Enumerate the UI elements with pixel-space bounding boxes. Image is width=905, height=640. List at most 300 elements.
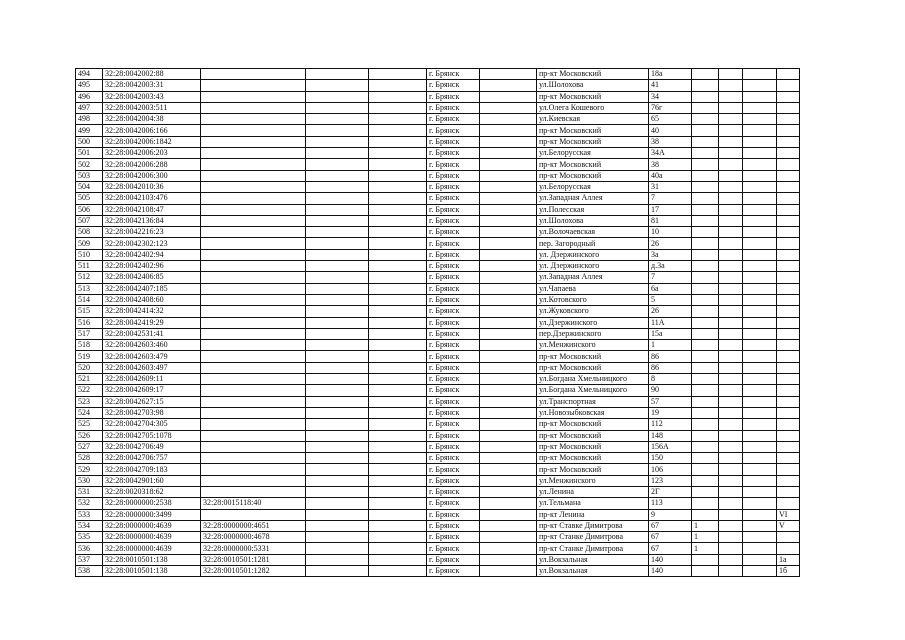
- cell-col7: [480, 249, 537, 260]
- cell-house: 19: [649, 407, 692, 418]
- cell-cadastral-number: 32:28:0042705:1078: [103, 430, 201, 441]
- cell-col5: [369, 272, 427, 283]
- cell-house: 15а: [649, 328, 692, 339]
- cell-col4: [306, 441, 369, 452]
- cell-col5: [369, 498, 427, 509]
- cell-street: пер.Дзержинского: [537, 328, 649, 339]
- cell-col10: [692, 362, 719, 373]
- cell-cadastral-number: 32:28:0042419:29: [103, 317, 201, 328]
- cell-col10: [692, 486, 719, 497]
- cell-col7: [480, 215, 537, 226]
- cell-no: 524: [76, 407, 103, 418]
- cell-col13: [777, 396, 800, 407]
- cell-col7: [480, 170, 537, 181]
- cell-house: 8: [649, 374, 692, 385]
- cell-col12: [743, 181, 777, 192]
- cell-col4: [306, 532, 369, 543]
- cell-house: 40: [649, 125, 692, 136]
- cell-parent-cadastral-number: [201, 136, 306, 147]
- cell-col7: [480, 351, 537, 362]
- cell-col7: [480, 317, 537, 328]
- cell-street: ул.Вокзальная: [537, 554, 649, 565]
- cell-col11: [719, 193, 743, 204]
- cell-col13: [777, 238, 800, 249]
- cell-street: пр-кт Ставке Димитрова: [537, 520, 649, 531]
- cell-col5: [369, 509, 427, 520]
- cell-parent-cadastral-number: [201, 215, 306, 226]
- cell-col11: [719, 419, 743, 430]
- cell-col10: [692, 340, 719, 351]
- cell-city: г. Брянск: [427, 136, 480, 147]
- table-row: [76, 475, 800, 486]
- table-row: [76, 374, 800, 385]
- cell-cadastral-number: 32:28:0000000:2538: [103, 498, 201, 509]
- cell-col5: [369, 102, 427, 113]
- cell-parent-cadastral-number: [201, 362, 306, 373]
- cell-col12: [743, 102, 777, 113]
- cell-col5: [369, 362, 427, 373]
- cell-col10: [692, 430, 719, 441]
- cell-col13: [777, 374, 800, 385]
- cell-street: пр-кт Московский: [537, 453, 649, 464]
- cell-col10: [692, 317, 719, 328]
- cell-parent-cadastral-number: [201, 396, 306, 407]
- cell-col12: [743, 215, 777, 226]
- cell-col7: [480, 306, 537, 317]
- cell-col7: [480, 91, 537, 102]
- table-row: [76, 125, 800, 136]
- cell-col11: [719, 102, 743, 113]
- cell-cadastral-number: 32:28:0042706:757: [103, 453, 201, 464]
- cell-col5: [369, 396, 427, 407]
- cell-parent-cadastral-number: [201, 294, 306, 305]
- cell-col12: [743, 566, 777, 577]
- cell-col13: [777, 306, 800, 317]
- cell-col4: [306, 351, 369, 362]
- cell-col12: [743, 249, 777, 260]
- cell-city: г. Брянск: [427, 317, 480, 328]
- cell-cadastral-number: 32:28:0042609:17: [103, 385, 201, 396]
- cell-no: 536: [76, 543, 103, 554]
- cell-col10: [692, 91, 719, 102]
- cell-col5: [369, 204, 427, 215]
- cell-col12: [743, 486, 777, 497]
- cell-col5: [369, 91, 427, 102]
- cell-city: г. Брянск: [427, 475, 480, 486]
- cell-col10: [692, 419, 719, 430]
- table-row: [76, 170, 800, 181]
- cell-col7: [480, 136, 537, 147]
- cell-col12: [743, 554, 777, 565]
- cell-col11: [719, 204, 743, 215]
- cell-cadastral-number: 32:28:0010501:138: [103, 554, 201, 565]
- cell-col10: [692, 306, 719, 317]
- cell-col13: [777, 80, 800, 91]
- cell-col10: [692, 69, 719, 80]
- cell-col10: [692, 566, 719, 577]
- cell-house: 90: [649, 385, 692, 396]
- cell-street: ул.Чапаева: [537, 283, 649, 294]
- cell-col11: [719, 215, 743, 226]
- cell-col4: [306, 125, 369, 136]
- cell-city: г. Брянск: [427, 148, 480, 159]
- cell-col10: [692, 453, 719, 464]
- cell-col5: [369, 475, 427, 486]
- cell-parent-cadastral-number: [201, 306, 306, 317]
- cell-col13: [777, 170, 800, 181]
- cell-house: 11А: [649, 317, 692, 328]
- cell-col5: [369, 317, 427, 328]
- cell-no: 509: [76, 238, 103, 249]
- cell-col10: [692, 193, 719, 204]
- cell-cadastral-number: 32:28:0042408:60: [103, 294, 201, 305]
- cell-street: ул.Транспортная: [537, 396, 649, 407]
- cell-city: г. Брянск: [427, 362, 480, 373]
- cell-house: 31: [649, 181, 692, 192]
- cell-col5: [369, 249, 427, 260]
- cell-parent-cadastral-number: [201, 441, 306, 452]
- cell-col5: [369, 351, 427, 362]
- table-row: [76, 136, 800, 147]
- cell-city: г. Брянск: [427, 80, 480, 91]
- cell-col7: [480, 543, 537, 554]
- cell-col7: [480, 532, 537, 543]
- cell-col11: [719, 91, 743, 102]
- cell-city: г. Брянск: [427, 453, 480, 464]
- cell-col5: [369, 374, 427, 385]
- cell-col7: [480, 69, 537, 80]
- cell-col12: [743, 385, 777, 396]
- cell-col5: [369, 385, 427, 396]
- cell-street: пр-кт Московский: [537, 136, 649, 147]
- cell-parent-cadastral-number: [201, 227, 306, 238]
- cell-col4: [306, 249, 369, 260]
- cell-col7: [480, 430, 537, 441]
- cell-col12: [743, 80, 777, 91]
- cell-city: г. Брянск: [427, 441, 480, 452]
- cell-city: г. Брянск: [427, 204, 480, 215]
- table-row: [76, 498, 800, 509]
- cell-house: 34: [649, 91, 692, 102]
- cell-city: г. Брянск: [427, 396, 480, 407]
- cell-col7: [480, 374, 537, 385]
- cell-col7: [480, 554, 537, 565]
- cell-col10: [692, 80, 719, 91]
- cell-col10: [692, 204, 719, 215]
- cell-col10: [692, 464, 719, 475]
- cell-col12: [743, 159, 777, 170]
- cell-col4: [306, 204, 369, 215]
- cell-col13: [777, 261, 800, 272]
- cell-cadastral-number: 32:28:0000000:3499: [103, 509, 201, 520]
- cell-col5: [369, 486, 427, 497]
- cell-street: ул.Жуковского: [537, 306, 649, 317]
- cell-col4: [306, 419, 369, 430]
- cell-no: 525: [76, 419, 103, 430]
- cell-col11: [719, 554, 743, 565]
- cell-col5: [369, 407, 427, 418]
- cell-street: пр-кт Московский: [537, 441, 649, 452]
- cell-col13: [777, 215, 800, 226]
- cell-col11: [719, 159, 743, 170]
- cell-city: г. Брянск: [427, 114, 480, 125]
- cell-no: 503: [76, 170, 103, 181]
- cell-cadastral-number: 32:28:0042603:479: [103, 351, 201, 362]
- cell-street: ул. Дзержинского: [537, 249, 649, 260]
- cell-no: 514: [76, 294, 103, 305]
- cell-col5: [369, 419, 427, 430]
- cell-parent-cadastral-number: [201, 486, 306, 497]
- cell-col7: [480, 181, 537, 192]
- cell-col11: [719, 374, 743, 385]
- cell-col12: [743, 351, 777, 362]
- cell-col10: [692, 272, 719, 283]
- cell-col13: [777, 102, 800, 113]
- cell-col11: [719, 283, 743, 294]
- cell-city: г. Брянск: [427, 385, 480, 396]
- cell-house: 81: [649, 215, 692, 226]
- cell-col4: [306, 374, 369, 385]
- cell-col10: [692, 136, 719, 147]
- cell-city: г. Брянск: [427, 374, 480, 385]
- cell-city: г. Брянск: [427, 306, 480, 317]
- cell-house: 3а: [649, 249, 692, 260]
- cell-col7: [480, 498, 537, 509]
- cell-no: 499: [76, 125, 103, 136]
- cell-no: 513: [76, 283, 103, 294]
- cell-col13: [777, 498, 800, 509]
- cell-street: ул.Белорусская: [537, 148, 649, 159]
- cell-col12: [743, 272, 777, 283]
- cell-col7: [480, 340, 537, 351]
- cell-col7: [480, 294, 537, 305]
- cell-col7: [480, 486, 537, 497]
- cell-col12: [743, 453, 777, 464]
- cell-street: ул. Дзержинского: [537, 261, 649, 272]
- cell-col10: 1: [692, 532, 719, 543]
- cell-street: ул.Котовского: [537, 294, 649, 305]
- cell-street: ул.Богдана Хмельницкого: [537, 374, 649, 385]
- cell-col4: [306, 283, 369, 294]
- cell-street: ул.Менжинского: [537, 475, 649, 486]
- cell-col4: [306, 159, 369, 170]
- cell-col5: [369, 114, 427, 125]
- cell-street: пр-кт Станке Димитрова: [537, 532, 649, 543]
- cell-city: г. Брянск: [427, 520, 480, 531]
- cell-col4: [306, 509, 369, 520]
- cell-col13: [777, 407, 800, 418]
- cell-cadastral-number: 32:28:0042703:98: [103, 407, 201, 418]
- cell-house: 38: [649, 136, 692, 147]
- cell-city: г. Брянск: [427, 272, 480, 283]
- cell-cadastral-number: 32:28:0042603:497: [103, 362, 201, 373]
- cell-no: 520: [76, 362, 103, 373]
- cell-col12: [743, 136, 777, 147]
- cell-no: 534: [76, 520, 103, 531]
- cell-street: ул.Белорусская: [537, 181, 649, 192]
- cell-city: г. Брянск: [427, 193, 480, 204]
- cell-cadastral-number: 32:28:0042302:123: [103, 238, 201, 249]
- cell-street: пр-кт Московский: [537, 362, 649, 373]
- cell-city: г. Брянск: [427, 566, 480, 577]
- cell-parent-cadastral-number: [201, 351, 306, 362]
- cell-col10: [692, 283, 719, 294]
- cell-col12: [743, 498, 777, 509]
- cell-col13: [777, 136, 800, 147]
- cell-col10: 1: [692, 520, 719, 531]
- cell-col4: [306, 486, 369, 497]
- cell-col7: [480, 193, 537, 204]
- cell-col5: [369, 283, 427, 294]
- table-row: [76, 317, 800, 328]
- cell-street: ул.Полесская: [537, 204, 649, 215]
- table-row: [76, 215, 800, 226]
- cell-col13: [777, 114, 800, 125]
- cell-col13: 1а: [777, 554, 800, 565]
- cell-col4: [306, 69, 369, 80]
- registry-table-body: [76, 69, 800, 577]
- cell-house: 9: [649, 509, 692, 520]
- cell-no: 518: [76, 340, 103, 351]
- cell-cadastral-number: 32:28:0020318:62: [103, 486, 201, 497]
- cell-cadastral-number: 32:28:0042414:32: [103, 306, 201, 317]
- cell-house: 38: [649, 159, 692, 170]
- cell-col11: [719, 362, 743, 373]
- cell-city: г. Брянск: [427, 227, 480, 238]
- cell-col4: [306, 317, 369, 328]
- cell-col13: VI: [777, 509, 800, 520]
- cell-col12: [743, 317, 777, 328]
- cell-street: ул.Вокзальная: [537, 566, 649, 577]
- registry-table: [75, 68, 800, 577]
- cell-col13: [777, 125, 800, 136]
- cell-city: г. Брянск: [427, 125, 480, 136]
- cell-col12: [743, 464, 777, 475]
- cell-col12: [743, 362, 777, 373]
- cell-col12: [743, 509, 777, 520]
- table-row: [76, 486, 800, 497]
- cell-cadastral-number: 32:28:0042010:36: [103, 181, 201, 192]
- cell-cadastral-number: 32:28:0042709:183: [103, 464, 201, 475]
- table-row: [76, 453, 800, 464]
- cell-col10: [692, 261, 719, 272]
- cell-col4: [306, 407, 369, 418]
- cell-col11: [719, 272, 743, 283]
- cell-cadastral-number: 32:28:0042108:47: [103, 204, 201, 215]
- cell-city: г. Брянск: [427, 215, 480, 226]
- cell-col7: [480, 238, 537, 249]
- table-row: [76, 261, 800, 272]
- cell-col10: [692, 238, 719, 249]
- cell-street: пер. Загородный: [537, 238, 649, 249]
- cell-city: г. Брянск: [427, 261, 480, 272]
- cell-col7: [480, 125, 537, 136]
- cell-cadastral-number: 32:28:0010501:138: [103, 566, 201, 577]
- cell-col13: [777, 385, 800, 396]
- cell-col5: [369, 294, 427, 305]
- cell-col12: [743, 419, 777, 430]
- cell-col5: [369, 148, 427, 159]
- cell-parent-cadastral-number: [201, 80, 306, 91]
- cell-cadastral-number: 32:28:0042407:185: [103, 283, 201, 294]
- cell-col13: [777, 441, 800, 452]
- cell-street: пр-кт Московский: [537, 159, 649, 170]
- cell-col4: [306, 170, 369, 181]
- cell-no: 515: [76, 306, 103, 317]
- cell-no: 533: [76, 509, 103, 520]
- cell-parent-cadastral-number: 32:28:0010501:1281: [201, 554, 306, 565]
- cell-col5: [369, 261, 427, 272]
- cell-col4: [306, 102, 369, 113]
- cell-col7: [480, 566, 537, 577]
- cell-col5: [369, 125, 427, 136]
- table-row: [76, 430, 800, 441]
- cell-col5: [369, 215, 427, 226]
- cell-col11: [719, 453, 743, 464]
- cell-city: г. Брянск: [427, 486, 480, 497]
- cell-col12: [743, 430, 777, 441]
- cell-col10: [692, 396, 719, 407]
- cell-city: г. Брянск: [427, 407, 480, 418]
- cell-col7: [480, 362, 537, 373]
- cell-col11: [719, 328, 743, 339]
- cell-street: пр-кт Московский: [537, 91, 649, 102]
- table-row: [76, 328, 800, 339]
- cell-col12: [743, 193, 777, 204]
- cell-col5: [369, 520, 427, 531]
- cell-col10: [692, 475, 719, 486]
- cell-house: д.3а: [649, 261, 692, 272]
- cell-house: 10: [649, 227, 692, 238]
- cell-parent-cadastral-number: [201, 419, 306, 430]
- cell-col11: [719, 114, 743, 125]
- cell-col5: [369, 532, 427, 543]
- cell-col13: [777, 249, 800, 260]
- cell-parent-cadastral-number: 32:28:0010501:1282: [201, 566, 306, 577]
- cell-col4: [306, 80, 369, 91]
- cell-no: 526: [76, 430, 103, 441]
- cell-col5: [369, 464, 427, 475]
- cell-col12: [743, 532, 777, 543]
- cell-parent-cadastral-number: [201, 91, 306, 102]
- cell-col11: [719, 227, 743, 238]
- cell-col4: [306, 453, 369, 464]
- cell-street: ул.Новозыбковская: [537, 407, 649, 418]
- cell-col11: [719, 532, 743, 543]
- cell-col13: [777, 419, 800, 430]
- cell-col7: [480, 261, 537, 272]
- cell-col10: [692, 441, 719, 452]
- cell-cadastral-number: 32:28:0000000:4639: [103, 520, 201, 531]
- cell-cadastral-number: 32:28:0042609:11: [103, 374, 201, 385]
- cell-street: ул.Шолохова: [537, 80, 649, 91]
- cell-street: ул.Волочаевская: [537, 227, 649, 238]
- cell-col5: [369, 306, 427, 317]
- cell-col4: [306, 136, 369, 147]
- cell-parent-cadastral-number: [201, 238, 306, 249]
- cell-parent-cadastral-number: [201, 181, 306, 192]
- cell-col13: [777, 317, 800, 328]
- table-row: [76, 543, 800, 554]
- table-row: [76, 283, 800, 294]
- cell-house: 123: [649, 475, 692, 486]
- cell-cadastral-number: 32:28:0042901:60: [103, 475, 201, 486]
- cell-col7: [480, 520, 537, 531]
- cell-parent-cadastral-number: 32:28:0000000:5331: [201, 543, 306, 554]
- cell-col11: [719, 351, 743, 362]
- cell-col10: [692, 227, 719, 238]
- cell-col11: [719, 69, 743, 80]
